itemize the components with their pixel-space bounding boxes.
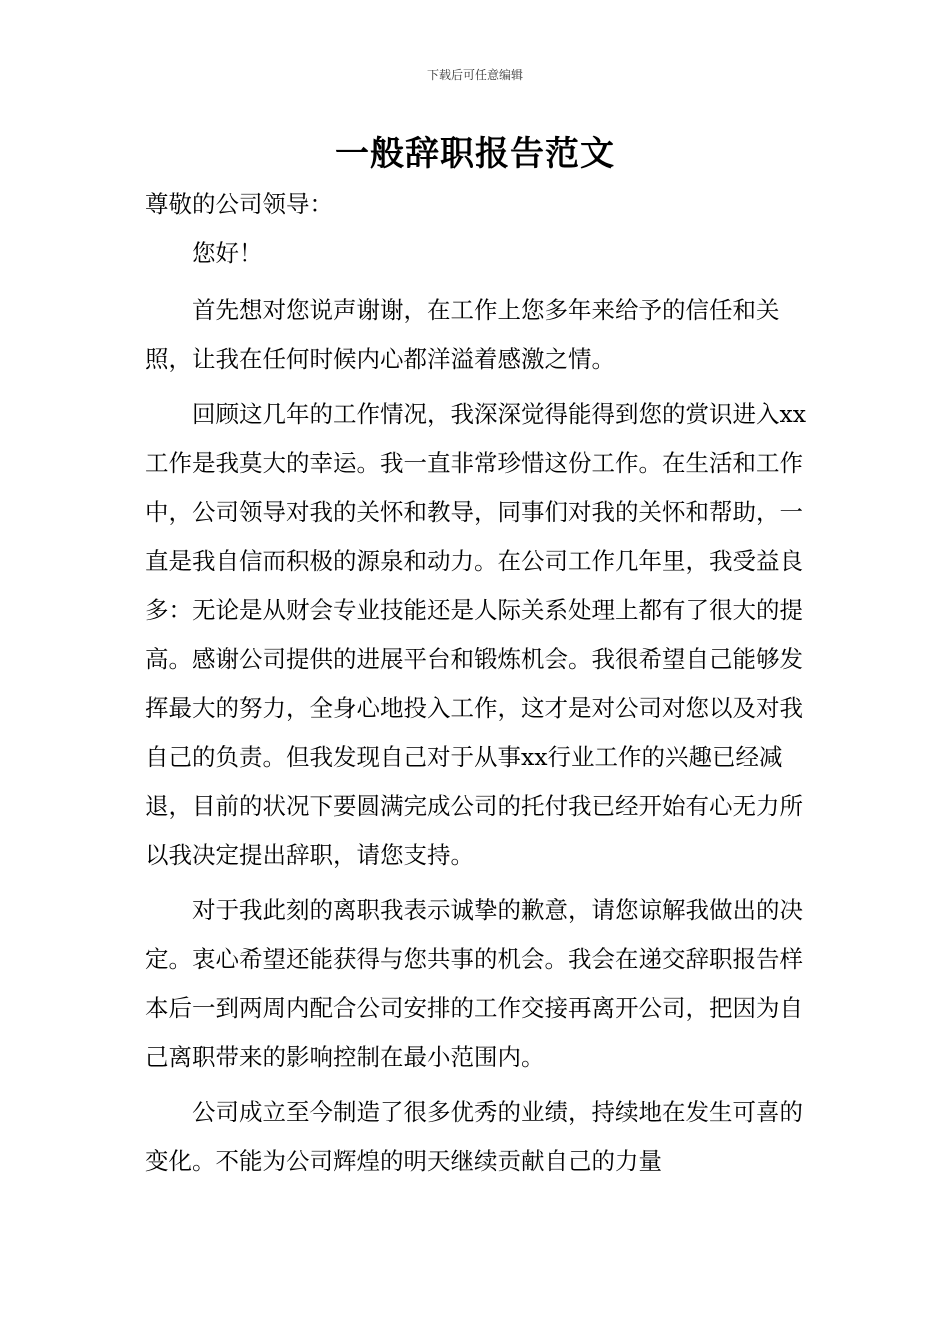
paragraph-1: 首先想对您说声谢谢，在工作上您多年来给予的信任和关照，让我在任何时候内心都洋溢着感激之情。 [145,296,780,373]
salutation: 尊敬的公司领导： [145,190,333,218]
paragraph-2: 回顾这几年的工作情况，我深深觉得能得到您的赏识进入xx工作是我莫大的幸运。我一直非常珍惜这份工作。在生活和工作中，公司领导对我的关怀和教导，同事们对我的关怀和帮助，一直是我自信而积极的源泉和动力。在公司工作几年里，我受益良多：无论是从财会专业技能还是人际关系处理上都有了很大的提高。感谢公司提供的进展平台和锻炼机会。我很希望自己能够发挥最大的努力，全身心地投入工作，这才是对公司对您以及对我自己的负责。但我发现自己对于从事xx行业工作的兴趣已经减退，目前的状况下要圆满完成公司的托付我已经开始有心无力所以我决定提出辞职，请您支持。 [145,400,807,869]
paragraph-4: 公司成立至今制造了很多优秀的业绩，持续地在发生可喜的变化。不能为公司辉煌的明天继续贡献自己的力量 [145,1098,803,1175]
paragraph-3: 对于我此刻的离职我表示诚挚的歉意，请您谅解我做出的决定。衷心希望还能获得与您共事的机会。我会在递交辞职报告样本后一到两周内配合公司安排的工作交接再离开公司，把因为自己离职带来的影响控制在最小范围内。 [145,896,803,1071]
header-note: 下载后可任意编辑 [426,68,523,82]
letter-body [145,180,810,1186]
greeting: 您好！ [192,239,263,267]
page-title: 一般辞职报告范文 [335,134,615,174]
